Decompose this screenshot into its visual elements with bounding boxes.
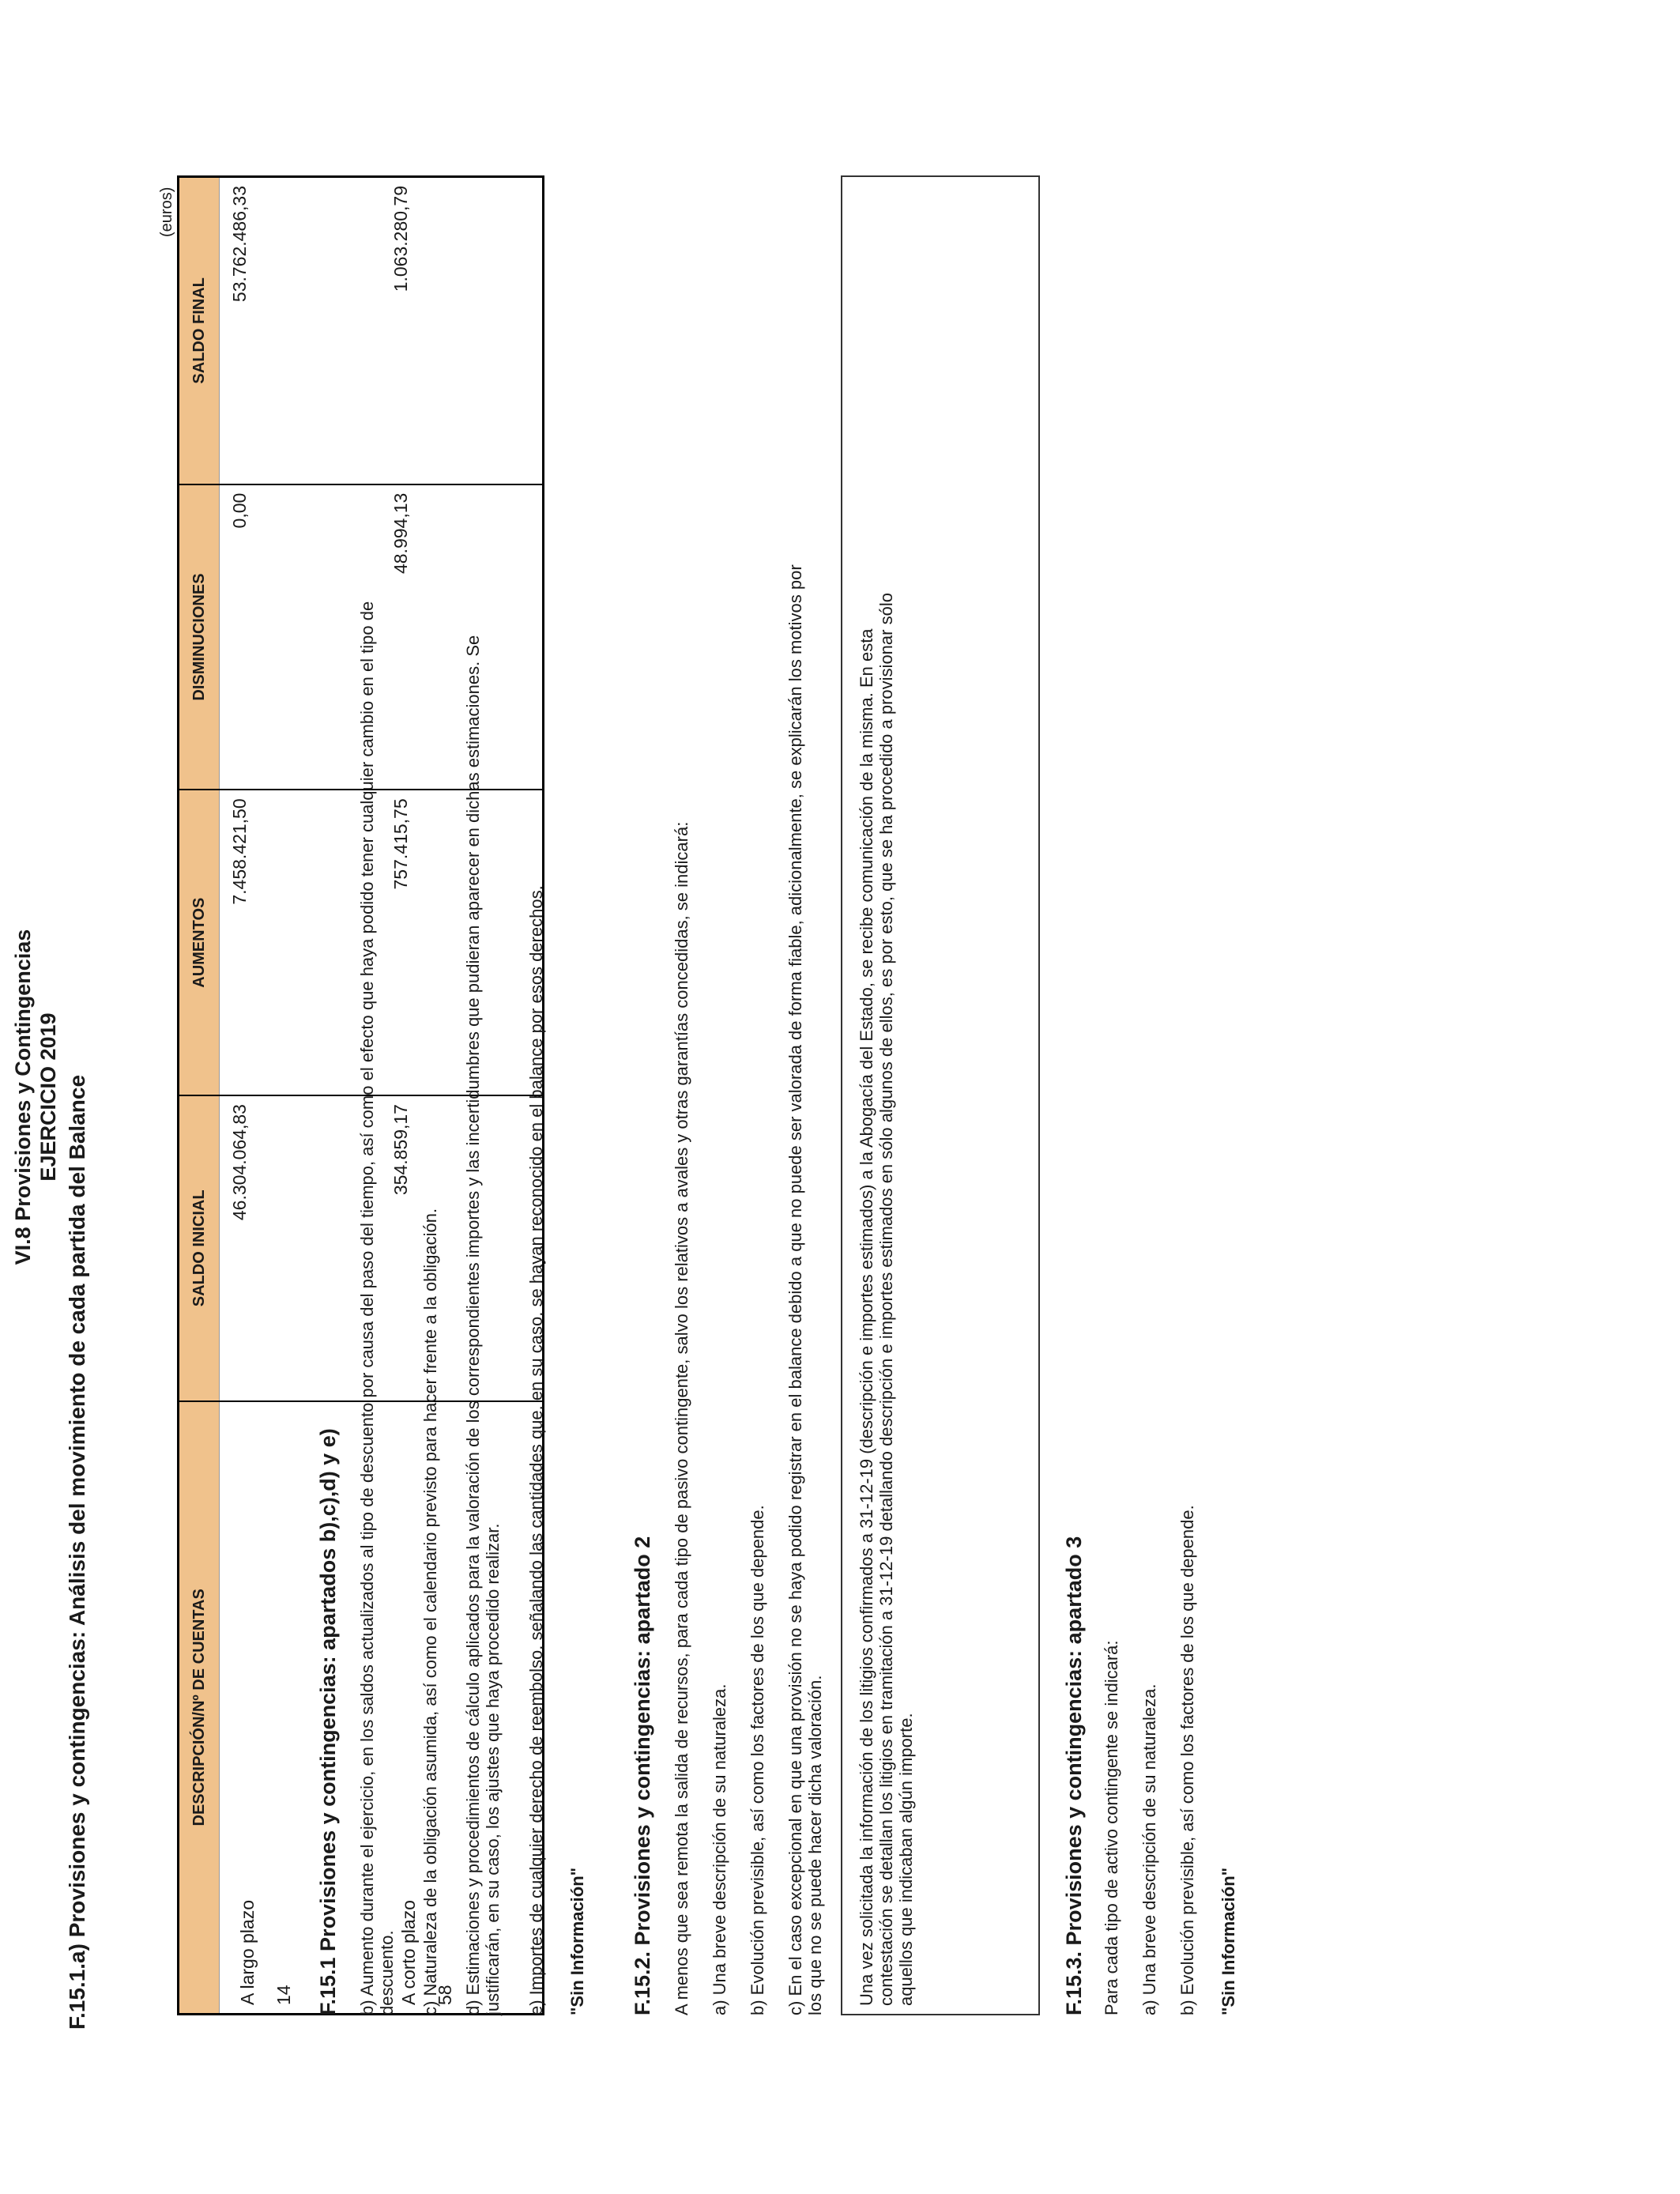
f153-item-a: a) Una breve descripción de su naturaleza. xyxy=(1139,1683,1159,2015)
units-label: (euros) xyxy=(158,187,175,237)
row-account-number: 58 xyxy=(435,1985,455,2005)
cell-saldo-inicial: 354.859,17 xyxy=(381,1095,544,1401)
col-header-disminuciones: DISMINUCIONES xyxy=(179,484,220,790)
cell-saldo-inicial: 46.304.064,83 xyxy=(220,1095,382,1401)
row-description xyxy=(381,1401,544,2015)
f152-item-a: a) Una breve descripción de su naturaleza. xyxy=(710,1683,729,2015)
f152-item-b: b) Evolución previsible, así como los factores de los que depende. xyxy=(748,1505,767,2015)
col-header-description: DESCRIPCIÓN/Nº DE CUENTAS xyxy=(179,1401,220,2015)
section-f151-title: F.15.1 Provisiones y contingencias: apartados b),c),d) y e) xyxy=(316,1428,340,2015)
f151-item-d-line2: justificarán, en su caso, los ajustes que haya procedido realizar. xyxy=(483,1523,503,2015)
f153-intro: Para cada tipo de activo contingente se indicará: xyxy=(1102,1640,1121,2015)
col-header-saldo-inicial: SALDO INICIAL xyxy=(179,1095,220,1401)
f151-sin-informacion: "Sin Información" xyxy=(567,1867,587,2015)
table-row xyxy=(381,177,544,2015)
row-desc-label: A corto plazo xyxy=(398,1900,419,2005)
f151-item-b-line1: b) Aumento durante el ejercicio, en los saldos actualizados al tipo de descuento por causa del paso del tiempo, así como el efecto que haya podido tener cualquier cambio en el tipo de xyxy=(357,601,377,2015)
col-header-aumentos: AUMENTOS xyxy=(179,790,220,1095)
cell-disminuciones: 48.994,13 xyxy=(381,484,544,790)
f153-item-b: b) Evolución previsible, así como los factores de los que depende. xyxy=(1177,1505,1197,2015)
table-header-row xyxy=(179,177,220,2015)
f151-item-d-line1: d) Estimaciones y procedimientos de cálculo aplicados para la valoración de los correspondientes importes y las incertidumbres que pudieran aparecer en dichas estimaciones. Se xyxy=(463,635,483,2015)
litigation-note-box xyxy=(841,175,1040,2015)
litigation-note-line2: contestación se detallan los litigios en tramitación a 31-12-19 detallando descripción e importes estimados en sólo algunos de ellos, es por esto, que se ha procedido a provisionar sólo xyxy=(876,593,896,2006)
row-account-number: 14 xyxy=(273,1985,294,2005)
cell-saldo-final: 53.762.486,33 xyxy=(220,177,382,484)
cell-aumentos: 7.458.421,50 xyxy=(220,790,382,1095)
cell-disminuciones: 0,00 xyxy=(220,484,382,790)
cell-aumentos: 757.415,75 xyxy=(381,790,544,1095)
f152-intro: A menos que sea remota la salida de recursos, para cada tipo de pasivo contingente, salvo los relativos a avales y otras garantías concedidas, se indicará: xyxy=(672,821,691,2015)
litigation-note-line1: Una vez solicitada la información de los litigios confirmados a 31-12-19 (descripción e importes estimados) a la Abogacía del Estado, se recibe comunicación de la misma. En esta xyxy=(857,628,876,2006)
table-section-title: F.15.1.a) Provisiones y contingencias: Análisis del movimiento de cada partida del Balance xyxy=(65,1074,89,2030)
f152-item-c-line2: los que no se puede hacer dicha valoración. xyxy=(805,1675,825,2015)
section-f153-title: F.15.3. Provisiones y contingencias: apartado 3 xyxy=(1062,1536,1086,2015)
f151-item-c: c) Naturaleza de la obligación asumida, así como el calendario previsto para hacer frente a la obligación. xyxy=(420,1208,440,2015)
section-f152-title: F.15.2. Provisiones y contingencias: apartado 2 xyxy=(631,1536,654,2015)
fiscal-year: EJERCICIO 2019 xyxy=(36,1012,60,1182)
f151-item-e: e) Importes de cualquier derecho de reembolso, señalando las cantidades que, en su caso, se hayan reconocido en el balance por esos derechos. xyxy=(526,885,546,2015)
cell-saldo-final: 1.063.280,79 xyxy=(381,177,544,484)
report-title: VI.8 Provisiones y Contingencias xyxy=(11,929,35,1265)
f153-sin-informacion: "Sin Información" xyxy=(1219,1867,1238,2015)
f151-item-b-line2: descuento. xyxy=(377,1930,397,2015)
col-header-saldo-final: SALDO FINAL xyxy=(179,177,220,484)
litigation-note-line3: aquellos que indicaban algún importe. xyxy=(896,1713,916,2006)
row-desc-label: A largo plazo xyxy=(237,1900,258,2005)
f152-item-c-line1: c) En el caso excepcional en que una provisión no se haya podido registrar en el balance debido a que no puede ser valorada de forma fiable, adicionalmente, se explicarán los motivos por xyxy=(785,564,805,2015)
